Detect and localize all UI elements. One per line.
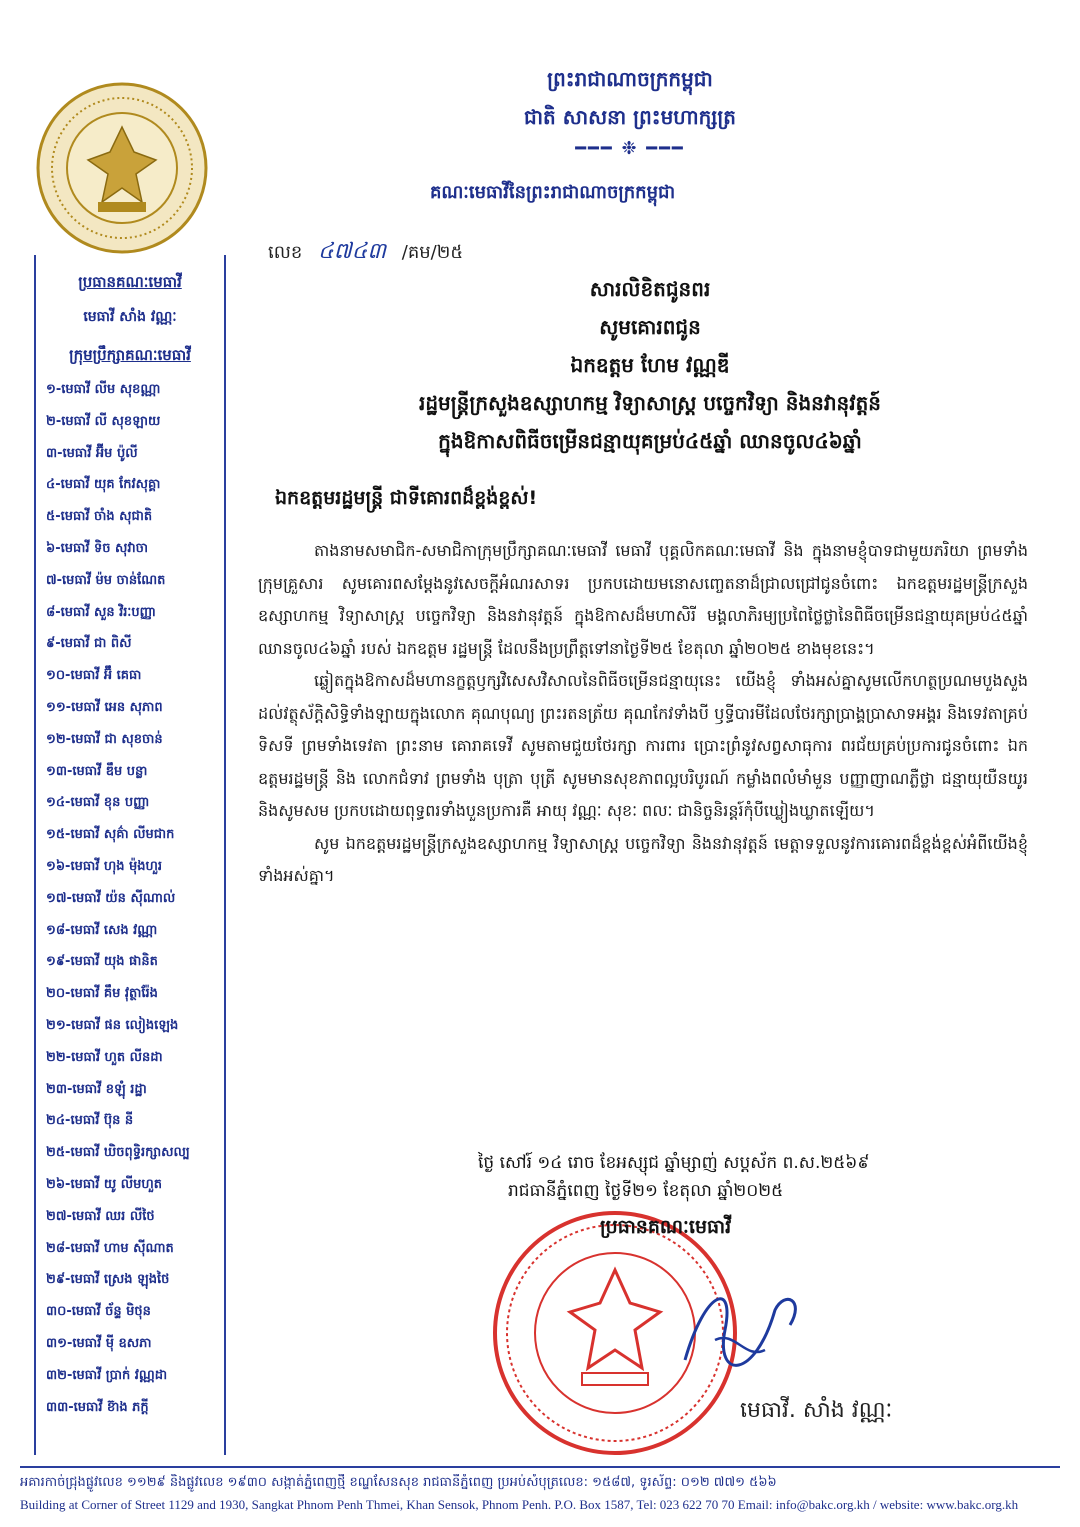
paragraph: សូម ឯកឧត្តមរដ្ឋមន្ត្រីក្រសួងឧស្សាហកម្ម វិទ្យាសាស្ត្រ បច្ចេកវិទ្យា និងនវានុវត្តន៍ មេត្តាទទួលនូវការគោរពដ៏ខ្ពង់ខ្ពស់អំពីយើងខ្ញុំទាំងអស់គ្នា។ bbox=[258, 833, 1028, 885]
council-member-item: ៣៣-មេធាវី ខ៊ាង ភក្តី bbox=[46, 1399, 149, 1415]
footer-address bbox=[20, 1466, 1060, 1513]
council-member-item: ១២-មេធាវី ជា សុខចាន់ bbox=[46, 731, 163, 747]
addressee-name: ឯកឧត្តម ហែម វណ្ណឌី bbox=[570, 353, 730, 377]
letter-title: សារលិខិតជូនពរ bbox=[589, 277, 711, 301]
letter-titles bbox=[250, 270, 1050, 460]
council-member-item: ២៥-មេធាវី ឃិចពុទ្ធិរក្សាសល្ប bbox=[46, 1145, 190, 1161]
council-member-item: ៤-មេធាវី យុគ កែវសុគ្គា bbox=[46, 477, 161, 493]
letterhead bbox=[360, 62, 900, 159]
council-member-item: ១៩-មេធាវី យុង ផានិត bbox=[46, 954, 158, 970]
reference-handwritten-number: ៤៧៤៣ bbox=[318, 239, 387, 264]
council-member-item: ២៤-មេធាវី ប៊ុន នី bbox=[46, 1113, 134, 1129]
council-member-item: ៨-មេធាវី សួន វិរៈបញ្ញា bbox=[46, 604, 156, 620]
national-motto: ជាតិ សាសនា ព្រះមហាក្សត្រ bbox=[524, 105, 736, 129]
signatory-name: មេធាវី. សាំង វណ្ណៈ bbox=[740, 1398, 893, 1423]
council-member-item: ៦-មេធាវី ទិច សុវាចា bbox=[46, 540, 149, 556]
council-member-item: ២៣-មេធាវី ខឡុំ រដ្ឋា bbox=[46, 1081, 147, 1097]
council-sidebar bbox=[34, 255, 226, 1455]
council-member-item: ៣០-មេធាវី ច័ន្ទ មិថុន bbox=[46, 1304, 151, 1320]
council-member-item: ២៨-មេធាវី ហាម ស៊ីណាត bbox=[46, 1240, 174, 1256]
signatory-title: ប្រធានគណៈមេធាវី bbox=[600, 1216, 732, 1238]
council-member-item: ១៦-មេធាវី ហុង ម៉ុងហួរ bbox=[46, 858, 163, 874]
kingdom-title: ព្រះរាជាណាចក្រកម្ពុជា bbox=[547, 67, 713, 91]
bar-association-gold-seal bbox=[36, 82, 208, 254]
council-member-item: ២៧-មេធាវី ឈរ លីថៃ bbox=[46, 1208, 155, 1224]
footer-khmer-address: អគារកាច់ជ្រុងផ្លូវលេខ ១១២៩ និងផ្លូវលេខ ១៩៣០ សង្កាត់ភ្នំពេញថ្មី ខណ្ឌសែនសុខ រាជធានីភ្នំពេញ ប្រអប់សំបុត្រលេខ: ១៥៨៧, ទូរស័ព្ទ: ០១២ ៧៧១ ៥៦៦ bbox=[20, 1475, 777, 1490]
letter-body bbox=[258, 535, 1028, 893]
council-member-item: ២២-មេធាវី ហួត លីនដា bbox=[46, 1049, 163, 1065]
reference-number bbox=[268, 237, 463, 269]
paragraph: តាងនាមសមាជិក-សមាជិកាក្រុមប្រឹក្សាគណៈមេធាវី មេធាវី បុគ្គលិកគណៈមេធាវី និង ក្នុងនាមខ្ញុំបាទជាមួយភរិយា ព្រមទាំងក្រុមគ្រួសារ សូមគោរពសម្តែងនូវសេចក្តីអំណរសាទរ ប្រកបដោយមនោសញ្ចេតនាដ៏ជ្រាលជ្រៅជូនចំពោះ ឯកឧត្តមរដ្ឋមន្ត្រីក្រសួង ឧស្សាហកម្ម វិទ្យាសាស្ត្រ បច្ចេកវិទ្យា និងនវានុវត្តន៍ ក្នុងឱកាសដ៏មហាសិរី មង្គលាភិរម្យប្រពៃថ្លៃថ្លានៃពិធីចម្រើនជន្មាយុគម្រប់៤៥ឆ្នាំ ឈានចូល៤៦ឆ្នាំ របស់ ឯកឧត្តម រដ្ឋមន្ត្រី ដែលនឹងប្រព្រឹត្តទៅនាថ្ងៃទី២៥ ខែតុលា ឆ្នាំ២០២៥ ខាងមុខនេះ។ bbox=[258, 541, 1029, 658]
council-member-item: ១៤-មេធាវី ខុន បញ្ញា bbox=[46, 795, 150, 811]
council-member-item: ៣២-មេធាវី ប្រាក់ វណ្ណដា bbox=[46, 1367, 168, 1383]
council-member-item: ១៨-មេធាវី សេង វណ្ណា bbox=[46, 922, 158, 938]
addressee-position: រដ្ឋមន្ត្រីក្រសួងឧស្សាហកម្ម វិទ្យាសាស្ត្រ បច្ចេកវិទ្យា និងនវានុវត្តន៍ bbox=[418, 391, 881, 415]
addressee-line: សូមគោរពជូន bbox=[599, 315, 701, 339]
footer-english-address: Building at Corner of Street 1129 and 1930, Sangkat Phnom Penh Thmei, Khan Sensok, Phnom Penh. P.O. Box 1587, Tel: 023 622 70 70 Email: info@bakc.org.kh / website: www.bakc.org.kh bbox=[20, 1497, 1019, 1512]
council-member-item: ២-មេធាវី លី សុខឡាយ bbox=[46, 413, 161, 429]
council-member-item: ៣-មេធាវី អ៊ីម ប៉ូលី bbox=[46, 445, 138, 461]
occasion-line: ក្នុងឱកាសពិធីចម្រើនជន្មាយុគម្រប់៤៥ឆ្នាំ ឈានចូល៤៦ឆ្នាំ bbox=[438, 429, 862, 453]
lunar-date: ថ្ងៃ សៅរ៍ ១៤ រោច ខែអស្សុជ ឆ្នាំម្សាញ់ សប្តស័ក ព.ស.២៥៦៩ bbox=[478, 1153, 870, 1173]
salutation: ឯកឧត្តមរដ្ឋមន្ត្រី ជាទីគោរពដ៏ខ្ពង់ខ្ពស់! bbox=[275, 487, 538, 509]
place-and-date: រាជធានីភ្នំពេញ ថ្ងៃទី២១ ខែតុលា ឆ្នាំ២០២៥ bbox=[508, 1181, 784, 1201]
council-member-item: ១-មេធាវី លីម សុខណ្ណា bbox=[46, 382, 161, 397]
reference-suffix: /គម/២៥ bbox=[401, 242, 464, 263]
council-member-item: ១៧-មេធាវី យ៉ន ស៊ីណាល់ bbox=[46, 890, 176, 906]
council-member-item: ១០-មេធាវី អ៊ឹ គេធា bbox=[46, 668, 142, 684]
council-member-item: ១៣-មេធាវី ឌឹម បន្លា bbox=[46, 763, 148, 779]
reference-prefix: លេខ bbox=[268, 242, 303, 263]
council-member-item: ២១-មេធាវី ផន លៀងឡេង bbox=[46, 1017, 179, 1033]
council-member-item: ៥-មេធាវី ចាំង សុជាតិ bbox=[46, 509, 153, 525]
council-member-item: ៩-មេធាវី ជា ពិសី bbox=[46, 636, 132, 652]
council-member-item: ៣១-មេធាវី ម៉ី ឧសភា bbox=[46, 1335, 152, 1351]
ornament-divider: ━━━ ❉ ━━━ bbox=[575, 138, 685, 159]
council-member-item: ១៥-មេធាវី សុគ៌ា លីមជាក bbox=[46, 827, 175, 843]
council-member-item: ១១-មេធាវី អេន សុភាព bbox=[46, 699, 163, 715]
president-name: មេធាវី សាំង វណ្ណៈ bbox=[83, 309, 177, 325]
president-heading: ប្រធានគណៈមេធាវី bbox=[78, 273, 182, 291]
council-member-item: ៧-មេធាវី ម៉ម ចាន់ណែត bbox=[46, 572, 166, 588]
organization-name: គណៈមេធាវីនៃព្រះរាជាណាចក្រកម្ពុជា bbox=[430, 182, 676, 203]
council-member-item: ២៩-មេធាវី ស្រេង ឡុងថៃ bbox=[46, 1272, 170, 1288]
handwritten-signature bbox=[665, 1270, 815, 1390]
council-member-list bbox=[36, 374, 224, 1423]
council-heading: ក្រុមប្រឹក្សាគណៈមេធាវី bbox=[69, 346, 191, 364]
council-member-item: ២៦-មេធាវី យូ លីមហួត bbox=[46, 1176, 163, 1192]
council-member-item: ២០-មេធាវី គឹម វុត្ថារ៉ែង bbox=[46, 986, 158, 1002]
paragraph: ឆ្លៀតក្នុងឱកាសដ៏មហានក្ខត្តឫក្សវិសេសវិសាលនៃពិធីចម្រើនជន្មាយុនេះ យើងខ្ញុំ ទាំងអស់គ្នាសូមលើកហត្ថប្រណមបួងសួងដល់វត្ថុស័ក្តិសិទ្ធិទាំងឡាយក្នុងលោក គុណបុណ្យ ព្រះរតនត្រ័យ គុណកែវទាំងបី ឫទ្ធីបារមីដែលថែរក្សាប្រាង្គប្រាសាទអង្គរ និងទេវតាគ្រប់ទិសទី ព្រមទាំងទេវតា ព្រះនាម គោរាគទេវី សូមតាមជួយថែរក្សា ការពារ ប្រោះព្រំនូវសព្វសាធុការ ពរជ័យគ្រប់ប្រការជូនចំពោះ ឯកឧត្តមរដ្ឋមន្ត្រី និង លោកជំទាវ ព្រមទាំង បុត្រា បុត្រី សូមមានសុខភាពល្អបរិបូរណ៍ កម្លាំងពលំមាំមួន បញ្ញាញាណភ្លឺថ្លា ជន្មាយុយឺនយូរ និងសូមសម ប្រកបដោយពុទ្ធពរទាំងបួនប្រការគឺ អាយុ វណ្ណៈ សុខៈ ពលៈ ជានិច្ចនិរន្តរ៍កុំបីឃ្លៀងឃ្លាតឡើយ។ bbox=[258, 671, 1028, 820]
